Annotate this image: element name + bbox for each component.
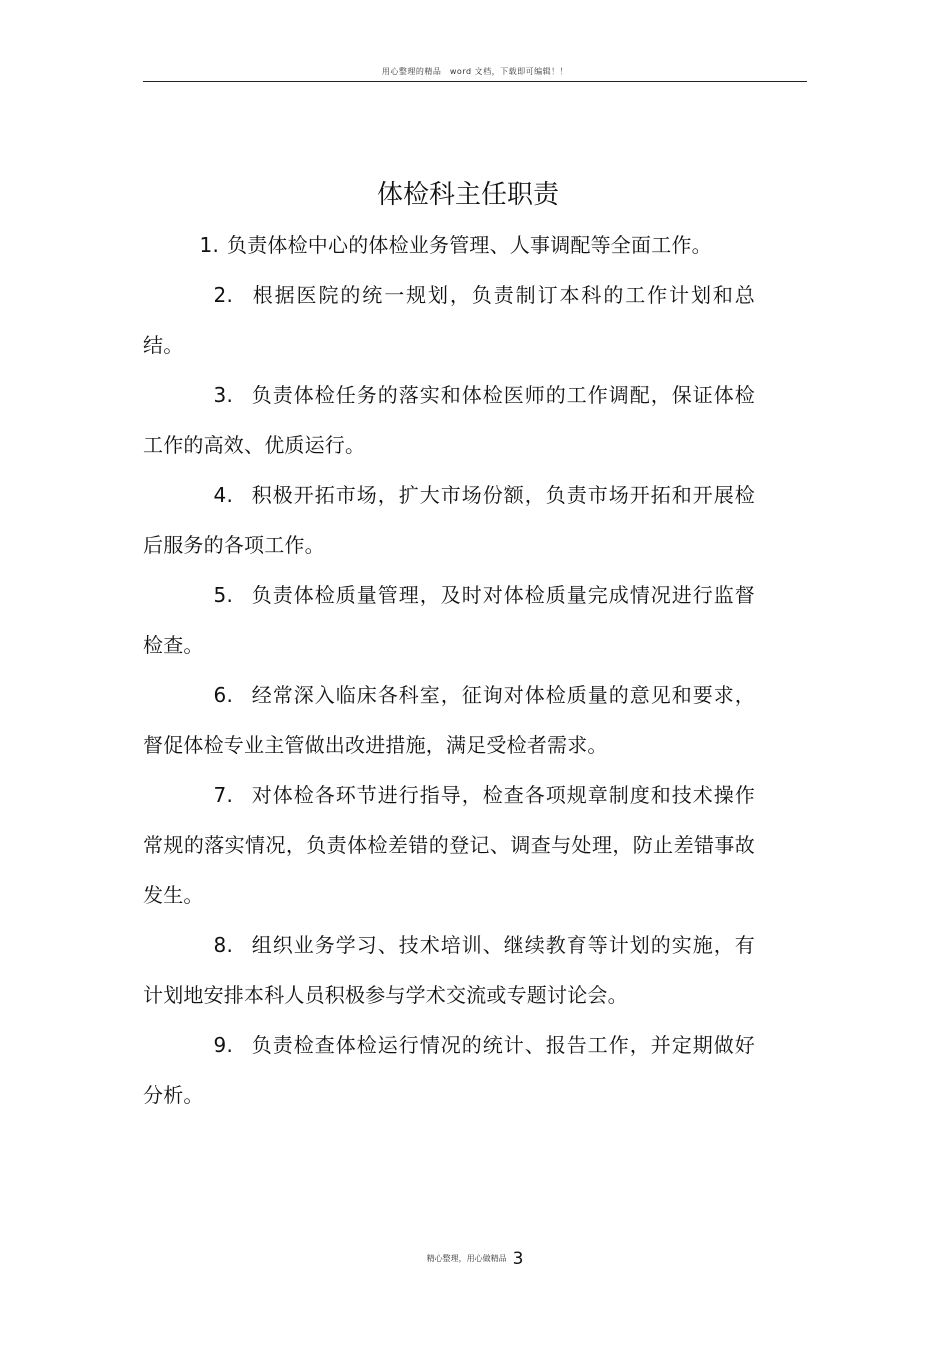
page-footer [0,1248,950,1269]
duty-item-5 [143,570,755,670]
item-number: 6. [213,683,233,707]
item-number: 8. [213,933,233,957]
item-text: 根据医院的统一规划，负责制订本科的工作计划和总结。 [143,283,755,357]
document-title: 体检科主任职责 [376,180,559,210]
item-text: 负责体检中心的体检业务管理、人事调配等全面工作。 [227,233,712,257]
item-text: 组织业务学习、技术培训、继续教育等计划的实施，有计划地安排本科人员积极参与学术交流或专题讨论会。 [143,933,755,1007]
item-number: 1. [199,233,219,257]
duty-item-3 [143,370,755,470]
item-text: 对体检各环节进行指导，检查各项规章制度和技术操作常规的落实情况，负责体检差错的登记、调查与处理，防止差错事故发生。 [143,783,755,907]
duty-item-4 [143,470,755,570]
item-text: 负责检查体检运行情况的统计、报告工作，并定期做好分析。 [143,1033,755,1107]
item-text: 负责体检任务的落实和体检医师的工作调配，保证体检工作的高效、优质运行。 [143,383,755,457]
item-number: 5. [213,583,233,607]
item-number: 7. [213,783,233,807]
footer-text: 精心整理，用心做精品 [426,1254,507,1263]
duty-item-2 [143,270,755,370]
duty-item-7 [143,770,755,920]
duty-item-8 [143,920,755,1020]
duty-item-1 [143,220,755,270]
page-number: 3 [512,1248,524,1269]
item-number: 3. [213,383,233,407]
header-divider [143,81,807,82]
item-number: 9. [213,1033,233,1057]
document-body [143,220,755,1120]
duty-item-9 [143,1020,755,1120]
item-text: 积极开拓市场，扩大市场份额，负责市场开拓和开展检后服务的各项工作。 [143,483,755,557]
page-header-text: 用心整理的精品 word 文档，下载即可编辑！！ [381,67,569,76]
item-number: 4. [213,483,233,507]
duty-item-6 [143,670,755,770]
item-text: 负责体检质量管理，及时对体检质量完成情况进行监督检查。 [143,583,755,657]
item-text: 经常深入临床各科室，征询对体检质量的意见和要求，督促体检专业主管做出改进措施，满足受检者需求。 [143,683,755,757]
item-number: 2. [213,283,233,307]
